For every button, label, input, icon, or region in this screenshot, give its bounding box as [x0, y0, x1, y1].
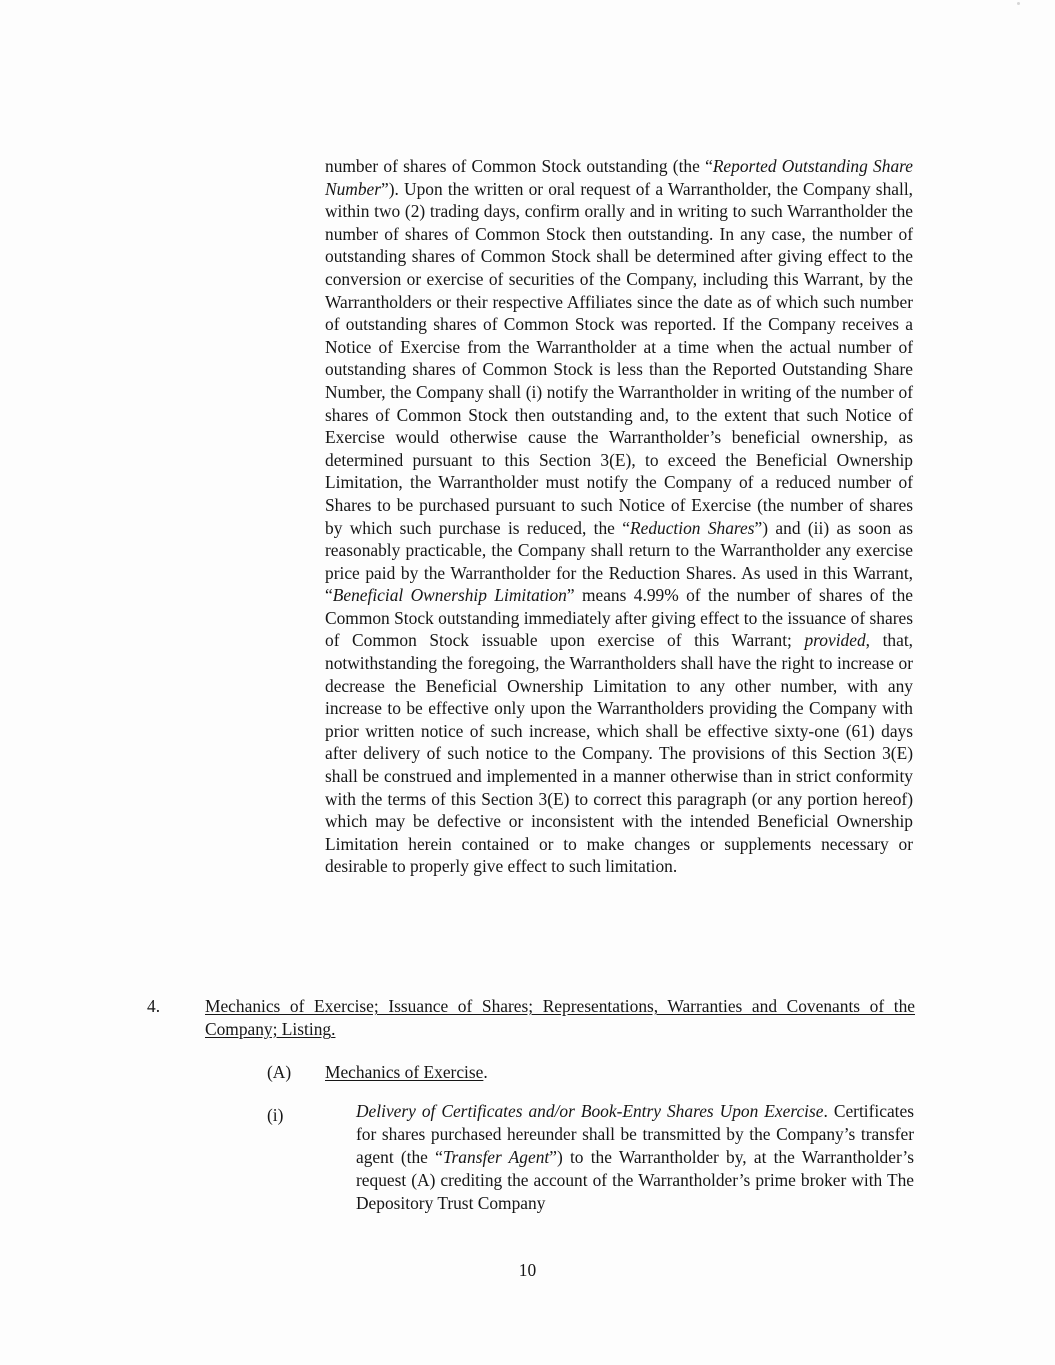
- subsection-a-heading: [325, 1061, 488, 1084]
- section-4-title: Mechanics of Exercise; Issuance of Shares; Representations, Warranties and Covenants of the Company; Listing: [205, 996, 915, 1039]
- item-i-number: (i): [267, 1105, 284, 1125]
- scan-speck: [1017, 2, 1020, 5]
- para-text-2: ”). Upon the written or oral request of a Warrantholder, the Company shall, within two (2) trading days, confirm orally and in writing to such Warrantholder the number of shares of Common Stock then outstanding. In any case, the number of outstanding shares of Common Stock shall be determined after giving effect to the conversion or exercise of securities of the Company, including this Warrant, by the Warrantholders or their respective Affiliates since the date as of which such number of outstanding shares of Common Stock was reported. If the Company receives a Notice of Exercise from the Warrantholder at a time when the actual number of outstanding shares of Common Stock is less than the Reported Outstanding Share Number, the Company shall (i) notify the Warrantholder in writing of the number of shares of Common Stock then outstanding and, to the extent that such Notice of Exercise would otherwise cause the Warrantholder’s beneficial ownership, as determined pursuant to this Section 3(E), to exceed the Beneficial Ownership Limitation, the Warrantholder must notify the Company of a reduced number of Shares to be purchased pursuant to such Notice of Exercise (the number of shares by which such purchase is reduced, the “: [325, 178, 913, 538]
- section-4-number: 4.: [147, 996, 161, 1016]
- item-i-paragraph: [356, 1100, 914, 1215]
- subsection-a-title-period: .: [483, 1062, 488, 1082]
- para-text-5: , that, notwithstanding the foregoing, the Warrantholders shall have the right to increase or decrease the Beneficial Ownership Limitation to any other number, with any increase to be effective only upon the Warrantholders providing the Company with prior written notice of such increase, which shall be effective sixty-one (61) days after delivery of such notice to the Company. The provisions of this Section 3(E) shall be construed and implemented in a manner otherwise than in strict conformity with the terms of this Section 3(E) to correct this paragraph (or any portion hereof) which may be defective or inconsistent with the intended Beneficial Ownership Limitation herein contained or to make changes or supplements necessary or desirable to properly give effect to such limitation.: [325, 630, 914, 877]
- defined-term-reduction-shares: Reduction Shares: [629, 517, 755, 538]
- section-4-title-period: .: [331, 1018, 336, 1039]
- para-text-4: ” means 4.99% of the number of shares of the Common Stock outstanding immediately after giving effect to the issuance of shares of Common Stock issuable upon exercise of this Warrant;: [325, 585, 914, 651]
- para-text-1: number of shares of Common Stock outstanding (the “: [325, 156, 713, 176]
- defined-term-transfer-agent: Transfer Agent: [442, 1147, 550, 1167]
- term-provided: provided: [804, 630, 866, 651]
- subsection-a-title: Mechanics of Exercise: [325, 1062, 484, 1082]
- item-i-text-2: ”) to the Warrantholder by, at the Warrantholder’s request (A) crediting the account of the Warrantholder’s prime broker with The Depository Trust Company: [356, 1147, 914, 1213]
- section-4-heading: [205, 995, 915, 1040]
- warrant-beneficial-ownership-paragraph: [325, 155, 913, 878]
- defined-term-beneficial-ownership-limitation: Beneficial Ownership Limitation: [332, 585, 567, 606]
- subsection-a-number: (A): [267, 1062, 292, 1082]
- para-text-3: ”) and (ii) as soon as reasonably practicable, the Company shall return to the Warrantholder any exercise price paid by the Warrantholder for the Reduction Shares. As used in this Warrant, “: [325, 517, 913, 606]
- defined-term-reported-outstanding-share-number: Reported Outstanding Share Number: [325, 156, 913, 199]
- item-i-heading: Delivery of Certificates and/or Book-Entry Shares Upon Exercise: [356, 1101, 824, 1121]
- page-number: 10: [518, 1260, 537, 1280]
- item-i-text-1: . Certificates for shares purchased hereunder shall be transmitted by the Company’s transfer agent (the “: [356, 1101, 914, 1167]
